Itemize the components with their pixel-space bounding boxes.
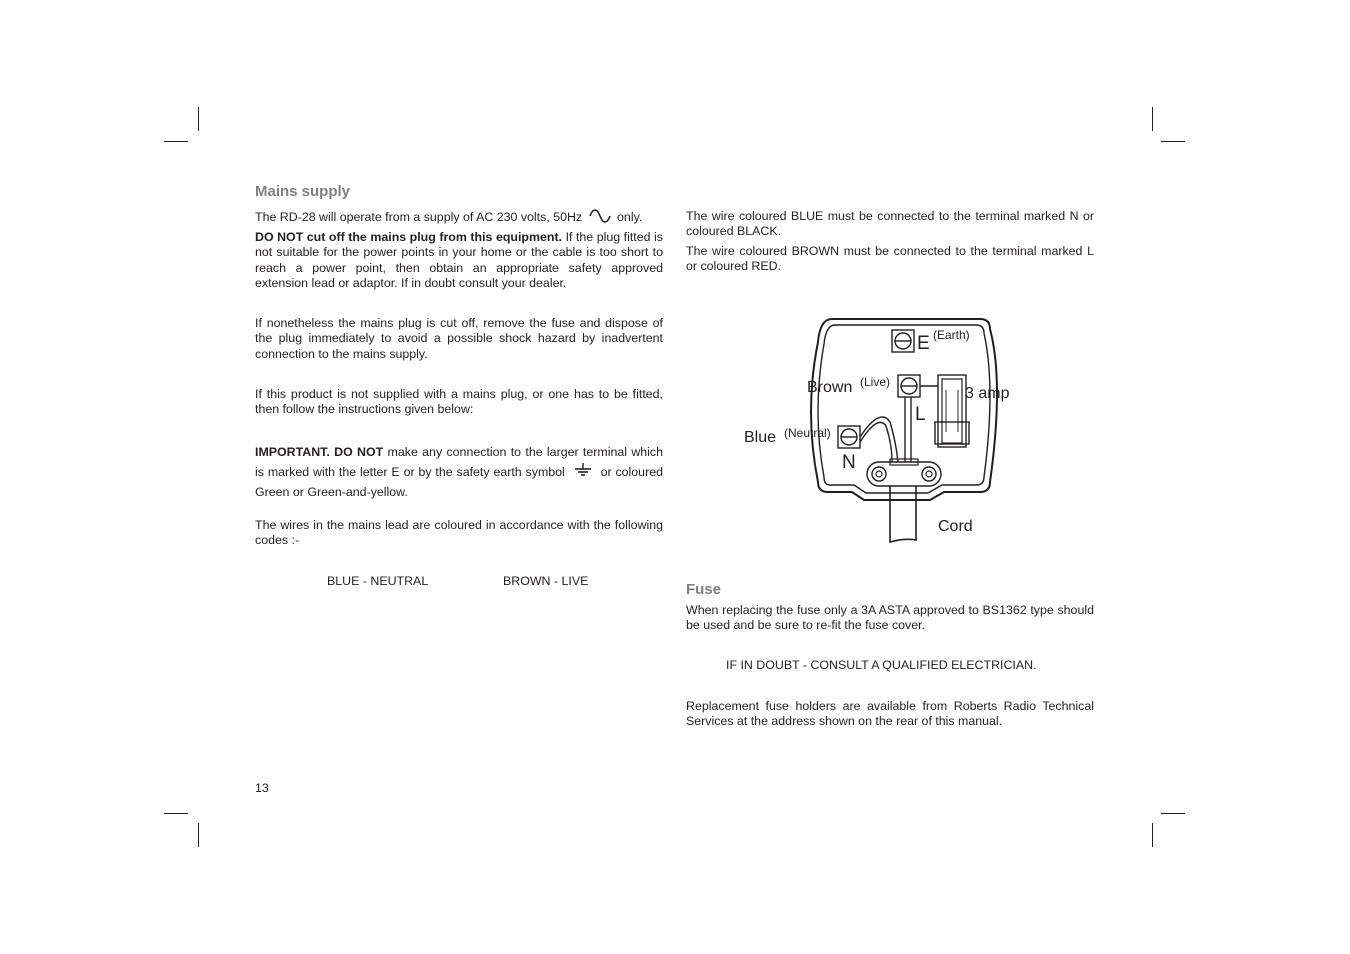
crop-mark <box>198 107 199 131</box>
neutral-label: (Neutral) <box>784 426 831 440</box>
cord-label: Cord <box>938 518 973 535</box>
fuse-label: 3 amp <box>965 385 1010 402</box>
crop-mark <box>1161 141 1185 142</box>
mains-paragraph-1 <box>255 209 663 225</box>
wiring-paragraph-2: The wire coloured BROWN must be connected to the terminal marked L or coloured RED. <box>686 244 1094 274</box>
important-bold: IMPORTANT. DO NOT <box>255 445 384 459</box>
earth-symbol-icon <box>573 463 593 477</box>
live-label: (Live) <box>860 375 891 389</box>
earth-letter: E <box>917 333 930 354</box>
mains-p2-rest: If the plug fitted is not suitable for the power points in your home or the cable is too short to reach a power point, then obtain an appropriate safety approved extension lead or adaptor. If in doubt consult your dealer. <box>255 230 664 291</box>
mains-supply-heading: Mains supply <box>255 183 351 200</box>
blue-label: Blue <box>744 429 777 446</box>
crop-mark <box>1152 107 1153 131</box>
electrician-warning: IF IN DOUBT - CONSULT A QUALIFIED ELECTRICIAN. <box>726 658 1037 672</box>
crop-mark <box>198 823 199 847</box>
mains-paragraph-2 <box>255 230 663 292</box>
page-number: 13 <box>255 781 269 795</box>
live-letter: L <box>915 404 926 425</box>
mains-paragraph-3: If nonetheless the mains plug is cut off, remove the fuse and dispose of the plug immediately to avoid a possible shock hazard by inadvertent connection to the mains supply. <box>255 316 663 361</box>
crop-mark <box>164 141 188 142</box>
mains-p2-bold: DO NOT cut off the mains plug from this equipment. <box>255 230 563 244</box>
brown-label: Brown <box>807 379 853 396</box>
mains-paragraph-4: If this product is not supplied with a mains plug, or one has to be fitted, then follow the instructions given below: <box>255 387 663 417</box>
code-brown-live: BROWN - LIVE <box>503 574 589 588</box>
crop-mark <box>164 813 188 814</box>
mains-paragraph-5 <box>255 442 663 502</box>
code-blue-neutral: BLUE - NEUTRAL <box>327 574 429 588</box>
fuse-heading: Fuse <box>686 581 722 598</box>
crop-mark <box>1152 823 1153 847</box>
mains-p1-text: The RD-28 will operate from a supply of AC 230 volts, 50Hz <box>255 210 583 224</box>
mains-paragraph-6: The wires in the mains lead are coloured in accordance with the following codes :- <box>255 518 663 548</box>
mains-p1-end: only. <box>617 210 643 224</box>
fuse-paragraph-1: When replacing the fuse only a 3A ASTA approved to BS1362 type should be used and be sure to re-fit the fuse cover. <box>686 603 1094 633</box>
plug-wiring-diagram <box>740 312 1030 548</box>
plug-body <box>811 319 997 500</box>
mains-p5-b: or coloured Green or Green-and-yellow. <box>255 465 663 499</box>
earth-label: (Earth) <box>933 328 970 342</box>
crop-mark <box>1161 813 1185 814</box>
neutral-letter: N <box>842 452 856 473</box>
mains-p5-a: make any connection to the larger terminal which is marked with the letter E or by the safety earth symbol <box>255 445 664 479</box>
ac-symbol-icon <box>589 209 611 223</box>
wiring-paragraph-1: The wire coloured BLUE must be connected to the terminal marked N or coloured BLACK. <box>686 209 1094 239</box>
fuse-paragraph-2: Replacement fuse holders are available from Roberts Radio Technical Services at the address shown on the rear of this manual. <box>686 699 1094 729</box>
